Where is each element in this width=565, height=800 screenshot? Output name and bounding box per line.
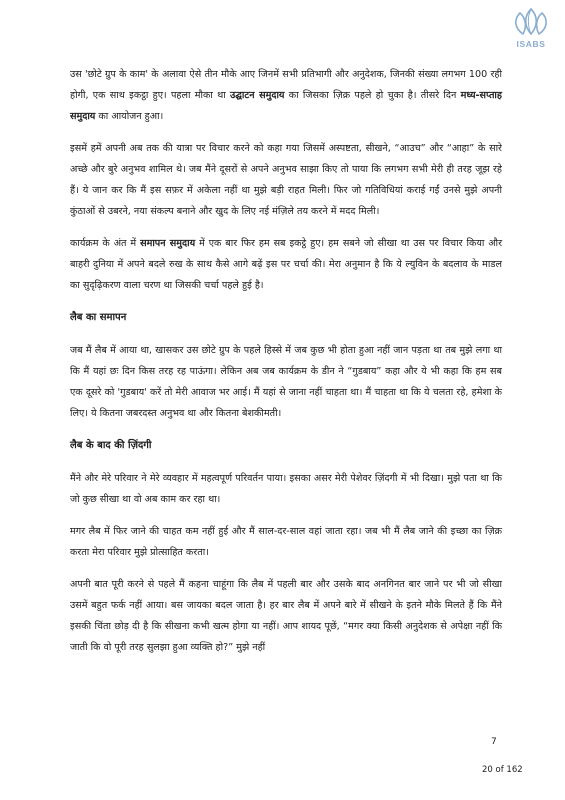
paragraph (70, 468, 502, 510)
bold-term: उद्घाटन समुदाय (230, 90, 285, 101)
text-segment: जब मैं लैब में आया था, खासकर उस छोटे ग्रुप के पहले हिस्से में जब कुछ भी होता हुआ नहीं जान पड़ता था तब मुझे लगा था कि मैं यहां छः दिन किस तरह रह पाऊंगा। लेकिन अब जब कार्यक्रम के डीन ने “गुडबाय” कहा और ये भी कहा कि हम सब एक दूसरे को 'गुडबाय' करें तो मेरी आवाज भर आई। मैं यहां से जाना नहीं चाहता था। मैं चाहता था कि ये चलता रहे, हमेशा के लिए। ये कितना जबरदस्त अनुभव था और कितना बेशकीमती। (70, 345, 502, 419)
text-segment: का जिसका ज़िक्र पहले हो चुका है। तीसरे दिन (284, 90, 461, 101)
text-segment: कार्यक्रम के अंत में (70, 238, 141, 249)
bold-term: मध्य-सप्ताह समुदाय (70, 90, 502, 122)
paragraph (70, 138, 502, 222)
paragraph (70, 574, 502, 658)
lotus-icon (511, 6, 551, 38)
paragraph (70, 521, 502, 563)
text-segment: मैंने और मेरे परिवार ने मेरे व्यवहार में महत्वपूर्ण परिवर्तन पाया। इसका असर मेरी पेशेवर ज़िंदगी में भी दिखा। मुझे पता था कि जो कुछ सीखा था वो अब काम कर रहा था। (70, 473, 502, 505)
isabs-logo (509, 6, 553, 49)
document-body (70, 64, 502, 669)
paragraph (70, 64, 502, 127)
section-heading: लैब का समापन (70, 312, 127, 323)
text-segment: इसमें हमें अपनी अब तक की यात्रा पर विचार करने को कहा गया जिसमें अस्पष्टता, सीखने, “आउच” और “आहा” के सारे अच्छे और बुरे अनुभव शामिल थे। जब मैंने दूसरों से अपने अनुभव साझा किए तो पाया कि लगभग सभी मेरी ही तरह जूझ रहे हैं। ये जान कर कि मैं इस सफ़र में अकेला नहीं था मुझे बड़ी राहत मिली। फिर जो गतिविधियां कराई गईं उनसे मुझे अपनी कुंठाओं से उबरने, नया संकल्प बनाने और खुद के लिए नई मंज़िले तय करने में मदद मिली। (70, 143, 502, 217)
paragraph (70, 340, 502, 424)
text-segment: में एक बार फिर हम सब इकट्ठे हुए। हम सबने जो सीखा था उस पर विचार किया और बाहरी दुनिया में अपने बदले रुख के साथ कैसे आगे बढ़ें इस पर चर्चा की। मेरा अनुमान है कि ये ल्युविन के बदलाव के माडल का सुदृढ़िकरण वाला चरण था जिसकी चर्चा पहले हुई है। (70, 238, 503, 291)
page-number: 7 (491, 737, 497, 747)
text-segment: मगर लैब में फिर जाने की चाहत कम नहीं हुई और मैं साल-दर-साल वहां जाता रहा। जब भी मैं लैब जाने की इच्छा का ज़िक्र करता मेरा परिवार मुझे प्रोत्साहित करता। (70, 526, 502, 558)
logo-text: ISABS (516, 39, 546, 49)
text-segment: उस 'छोटे ग्रुप के काम' के अलावा ऐसे तीन मौके आए जिनमें सभी प्रतिभागी और अनुदेशक, जिनकी संख्या लगभग 100 रही होगी, एक साथ इकट्ठा हुए। पहला मौका था (70, 69, 502, 101)
text-segment: का आयोजन हुआ। (95, 111, 164, 122)
section-heading: लैब के बाद की ज़िंदगी (70, 440, 152, 451)
bold-term: समापन समुदाय (140, 238, 196, 249)
text-segment: अपनी बात पूरी करने से पहले मैं कहना चाहूंगा कि लैब में पहली बार और उसके बाद अनगिनत बार जाने पर भी जो सीखा उसमें बहुत फर्क नहीं आया। बस जायका बदल जाता है। हर बार लैब में अपने बारे में सीखने के इतने मौके मिलते हैं कि मैंने इसकी चिंता छोड़ दी है कि सीखना कभी खत्म होगा या नहीं। आप शायद पूछें, “मगर क्या किसी अनुदेशक से अपेक्षा नहीं कि जाती कि वो पूरी तरह सुलझा हुआ व्यक्ति हो?” मुझे नहीं (70, 579, 502, 653)
page-count: 20 of 162 (482, 765, 523, 775)
paragraph (70, 233, 502, 296)
